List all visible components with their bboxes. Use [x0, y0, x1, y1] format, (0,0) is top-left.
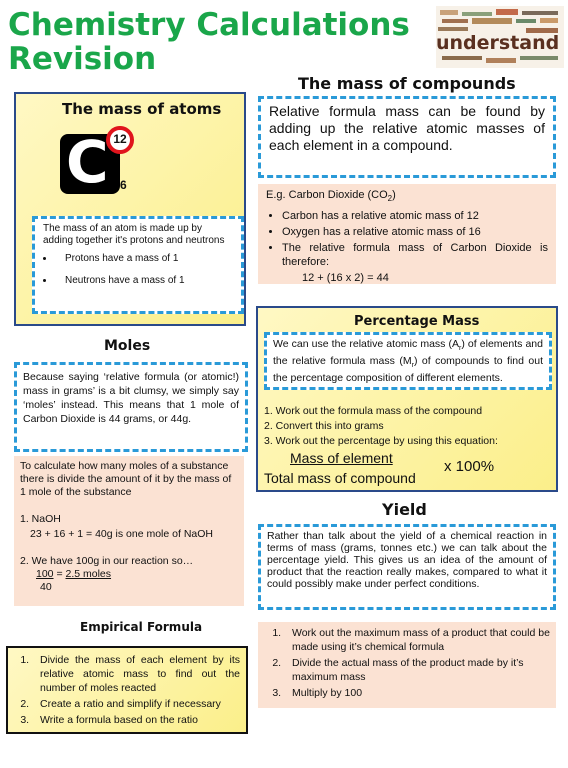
- list-item: 3. Work out the percentage by using this equation:: [264, 435, 498, 447]
- moles-example2-fraction: [20, 568, 238, 581]
- list-item: • Carbon has a relative atomic mass of 12: [282, 209, 548, 223]
- compounds-calculation: 12 + (16 x 2) = 44: [302, 272, 389, 285]
- list-item: 1. Divide the mass of each element by its relative atomic mass to find out the number of moles reacted: [32, 653, 240, 695]
- fraction-result: 2.5 moles: [65, 568, 112, 580]
- fraction-denominator: 40: [40, 581, 52, 593]
- subscript-r2: r: [411, 362, 414, 370]
- list-item: • Protons have a mass of 1: [55, 253, 233, 265]
- yield-definition-box: [258, 524, 556, 610]
- compounds-definition-box: [258, 96, 556, 178]
- list-item: • Oxygen has a relative atomic mass of 16: [282, 225, 548, 239]
- empirical-steps-list: [10, 653, 240, 727]
- definition-part2: ) of elements and the relative formula mass (M: [273, 338, 543, 368]
- moles-definition: Because saying ‘relative formula (or atomic!) mass in grams’ is a bit clumsy, we simply say ‘moles’ instead. This means that 1 mole of Carbon Dioxide is 44 grams, or 44g.: [23, 371, 239, 425]
- percentage-definition-box: [264, 332, 552, 390]
- word-cloud-label: understand: [436, 32, 560, 54]
- atoms-description: The mass of an atom is made up by adding together it's protons and neutrons: [43, 223, 225, 246]
- compounds-example-box: [258, 184, 556, 284]
- page-title: [8, 8, 438, 76]
- atoms-bullet-list: [43, 253, 233, 287]
- percentage-panel: [256, 306, 558, 492]
- page-title-line2: Revision: [8, 41, 157, 77]
- page-title-line1: Chemistry Calculations: [8, 7, 410, 43]
- compounds-heading: The mass of compounds: [298, 74, 516, 93]
- percentage-heading: Percentage Mass: [354, 314, 480, 329]
- yield-definition: Rather than talk about the yield of a chemical reaction in terms of mass (grams, tonnes etc.) we can talk about the percentage yield. This gives us an idea of the amount of product that the reaction really makes, compared to what it could possibly make under perfect conditions.: [267, 530, 547, 590]
- list-item: 1. Work out the formula mass of the compound: [264, 405, 483, 417]
- percentage-denominator: Total mass of compound: [264, 470, 416, 486]
- word-cloud-logo: [436, 6, 564, 68]
- list-item: 2. Divide the actual mass of the product made by it’s maximum mass: [284, 656, 550, 684]
- percentage-multiplier: x 100%: [444, 458, 495, 475]
- definition-part1: We can use the relative atomic mass (A: [273, 338, 459, 350]
- yield-steps-list: [262, 626, 550, 700]
- subscript-r1: r: [459, 345, 462, 353]
- atoms-panel: [14, 92, 246, 326]
- moles-example2-label: 2. We have 100g in our reaction so…: [20, 555, 194, 567]
- atomic-number: 6: [120, 178, 127, 192]
- definition-part3: ) of compounds to find out the percentage composition of different elements.: [273, 355, 543, 385]
- example-title-close: ): [392, 189, 396, 201]
- example-title-text: E.g. Carbon Dioxide (CO: [266, 189, 388, 201]
- empirical-box: [6, 646, 248, 734]
- percentage-numerator: Mass of element: [290, 450, 393, 466]
- moles-heading: Moles: [104, 338, 151, 354]
- list-item: 2. Create a ratio and simplify if necessary: [32, 697, 240, 711]
- compounds-bullet-list: [266, 209, 548, 269]
- fraction-equals: =: [53, 568, 66, 580]
- list-item: 3. Multiply by 100: [284, 686, 550, 700]
- yield-heading: Yield: [382, 500, 427, 519]
- compounds-example-title: [266, 188, 548, 206]
- moles-example1-line: 23 + 16 + 1 = 40g is one mole of NaOH: [30, 528, 213, 540]
- moles-example1-label: 1. NaOH: [20, 513, 61, 525]
- element-symbol: C: [66, 128, 109, 196]
- list-item: • Neutrons have a mass of 1: [55, 275, 233, 287]
- list-item: • The relative formula mass of Carbon Dioxide is therefore:: [282, 241, 548, 269]
- moles-calc-box: [14, 456, 244, 606]
- atoms-info-box: [32, 216, 244, 314]
- list-item: 3. Write a formula based on the ratio: [32, 713, 240, 727]
- list-item: 2. Convert this into grams: [264, 420, 384, 432]
- moles-definition-box: [14, 362, 248, 452]
- example-subscript: 2: [387, 194, 393, 204]
- atoms-heading: The mass of atoms: [62, 100, 222, 118]
- carbon-element-icon: [56, 126, 140, 198]
- fraction-numerator: 100: [36, 568, 54, 580]
- mass-number: 12: [113, 132, 127, 146]
- compounds-definition: Relative formula mass can be found by adding up the relative atomic masses of each element in a compound.: [269, 103, 545, 153]
- yield-steps-box: [258, 622, 556, 708]
- empirical-heading: Empirical Formula: [80, 620, 203, 634]
- list-item: 1. Work out the maximum mass of a product that could be made using it’s chemical formula: [284, 626, 550, 654]
- moles-calc-intro: To calculate how many moles of a substance there is divide the amount of it by the mass of 1 mole of the substance: [20, 460, 232, 498]
- percentage-steps: [264, 404, 554, 449]
